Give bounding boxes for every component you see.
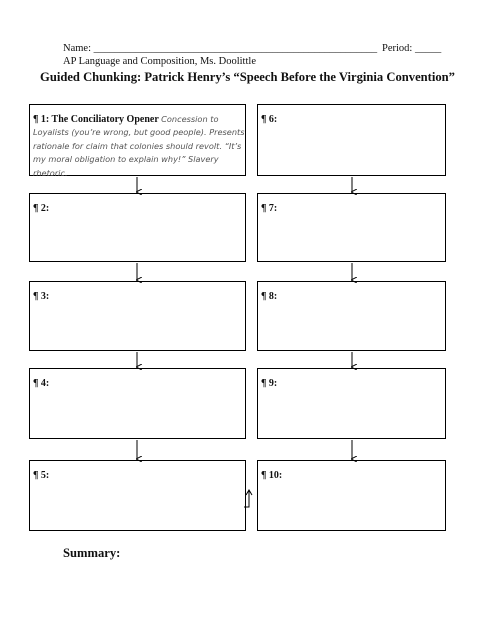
paragraph-3-label: ¶ 3: (33, 291, 50, 302)
arrow-connector-5-10 (244, 490, 252, 507)
paragraph-5-label: ¶ 5: (33, 470, 50, 481)
paragraph-2-label: ¶ 2: (33, 203, 50, 214)
summary-label: Summary: (63, 546, 121, 560)
page-title: Guided Chunking: Patrick Henry’s “Speech Before the Virginia Convention” (40, 70, 455, 84)
paragraph-1-label: ¶ 1: The Conciliatory Opener (33, 114, 159, 125)
paragraph-6-label: ¶ 6: (261, 114, 278, 125)
paragraph-9-label: ¶ 9: (261, 378, 278, 389)
paragraph-4-label: ¶ 4: (33, 378, 50, 389)
paragraph-8-label: ¶ 8: (261, 291, 278, 302)
paragraph-1-notes: Concession to Loyalists (you’re wrong, but good people). Presents rationale for claim that colonies should revolt. “It’s my moral obligation to explain why!” Slavery rhetoric. (33, 114, 245, 178)
period-field-label: Period: _____ (382, 43, 442, 54)
paragraph-10-label: ¶ 10: (261, 470, 283, 481)
course-line: AP Language and Composition, Ms. Doolittle (63, 56, 256, 67)
name-field-label: Name: ______________________________________________________ (63, 43, 378, 54)
paragraph-7-label: ¶ 7: (261, 203, 278, 214)
